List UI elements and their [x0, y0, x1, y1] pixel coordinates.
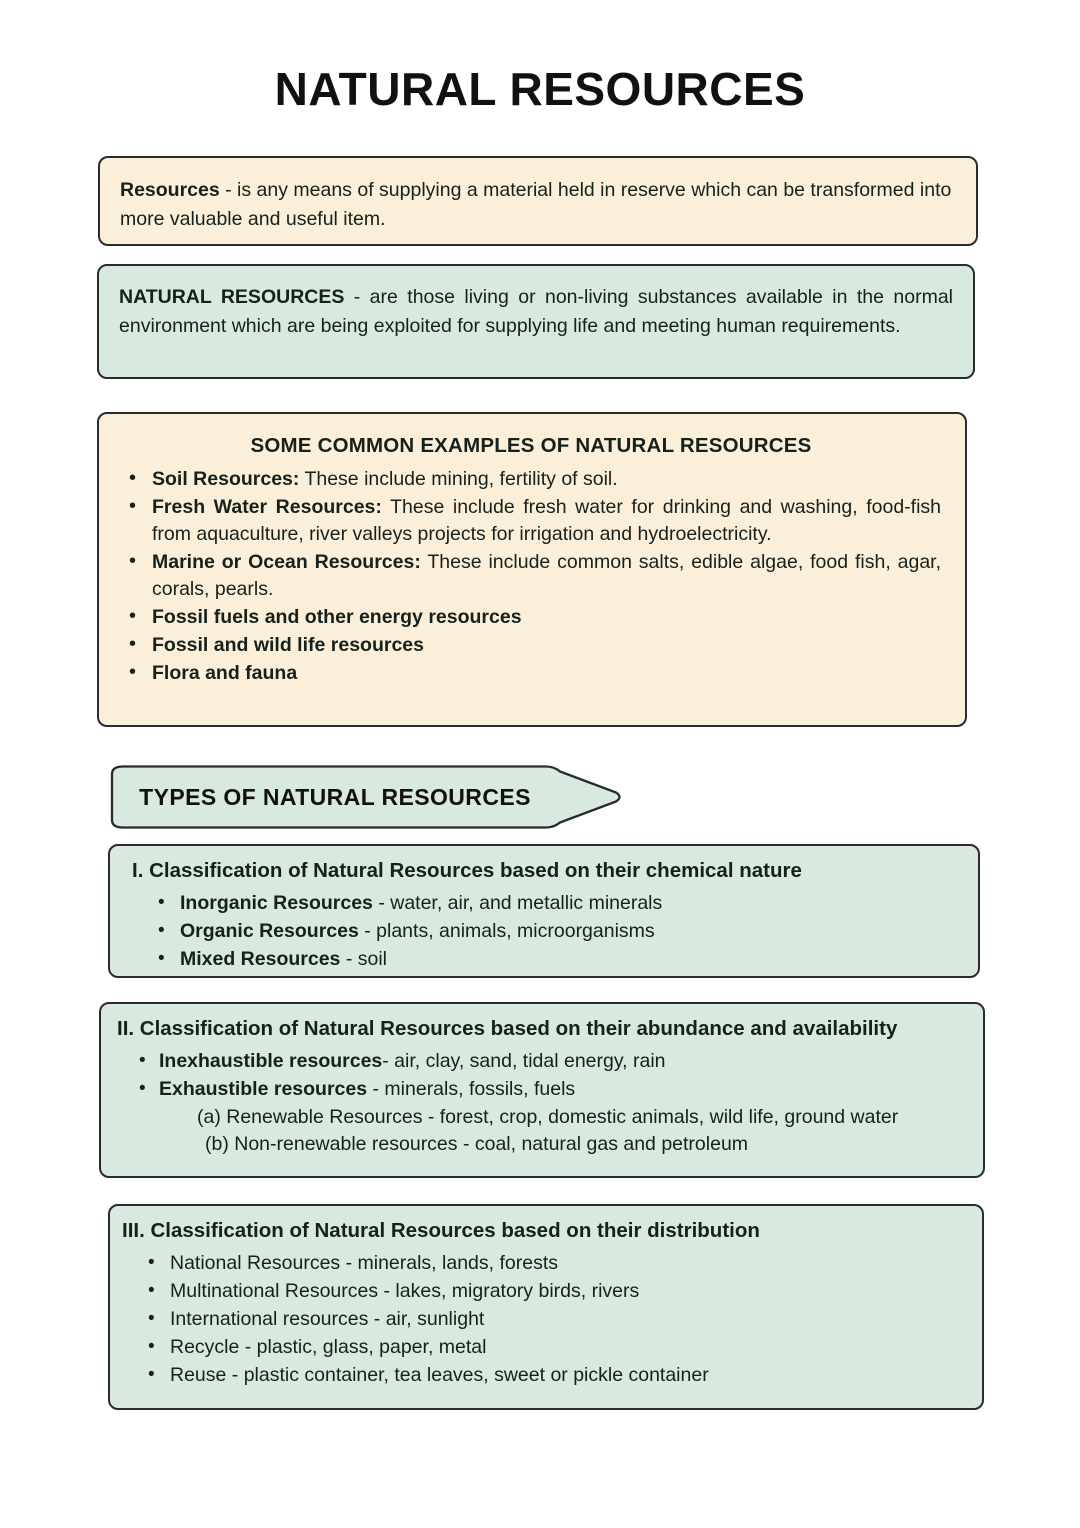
list-item: [121, 494, 941, 548]
classification-1-list: [132, 890, 960, 973]
example-label: Fossil fuels and other energy resources: [152, 606, 522, 628]
classification-item-label: Inorganic Resources: [180, 892, 373, 914]
classification-2-subitem-b: (b) Non-renewable resources - coal, natural gas and petroleum: [205, 1133, 749, 1155]
list-item: • National Resources - minerals, lands, forests: [122, 1250, 964, 1277]
list-item: • International resources - air, sunlight: [122, 1306, 964, 1333]
natural-resources-definition-text: [119, 283, 953, 341]
classification-item-text: - minerals, fossils, fuels: [367, 1078, 576, 1100]
classification-3-heading: III. Classification of Natural Resources based on their distribution: [122, 1219, 760, 1242]
example-text: These include mining, fertility of soil.: [299, 468, 618, 490]
banner-label: TYPES OF NATURAL RESOURCES: [139, 783, 531, 810]
classification-2-list: [117, 1048, 971, 1103]
list-item: [117, 1048, 971, 1075]
natural-resources-definition-box: [97, 264, 975, 379]
list-item: [121, 549, 941, 603]
example-label: Fossil and wild life resources: [152, 634, 425, 656]
example-label: Flora and fauna: [152, 662, 298, 684]
classification-item-label: Organic Resources: [180, 920, 359, 942]
resources-definition-box: [98, 156, 978, 246]
resources-definition-text: [120, 176, 954, 234]
example-label: Soil Resources:: [152, 468, 300, 490]
example-label: Marine or Ocean Resources:: [152, 551, 421, 573]
classification-3-list: [122, 1250, 964, 1389]
classification-item-text: - soil: [340, 948, 387, 970]
example-text: These include fresh water for drinking and washing, food-fish from aquaculture, river valleys projects for irrigation and hydroelectricity.: [152, 496, 942, 545]
classification-item-label: Mixed Resources: [180, 948, 341, 970]
classification-2-subitem-a: (a) Renewable Resources - forest, crop, domestic animals, wild life, ground water: [197, 1106, 899, 1128]
classification-2-box: [99, 1002, 985, 1178]
examples-box: [97, 412, 967, 727]
classification-item-label: Exhaustible resources: [159, 1078, 368, 1100]
classification-item-text: - plants, animals, microorganisms: [358, 920, 655, 942]
natural-resources-term: NATURAL RESOURCES: [119, 286, 345, 308]
list-item: [121, 466, 941, 493]
list-item: • Reuse - plastic container, tea leaves, sweet or pickle container: [122, 1362, 964, 1389]
list-item: [117, 1076, 971, 1103]
examples-heading: SOME COMMON EXAMPLES OF NATURAL RESOURCES: [250, 434, 812, 457]
classification-2-heading: II. Classification of Natural Resources based on their abundance and availability: [117, 1017, 898, 1040]
resources-definition: - is any means of supplying a material held in reserve which can be transformed into more valuable and useful item.: [120, 179, 952, 230]
list-item: [132, 890, 960, 917]
natural-resources-definition: - are those living or non-living substances available in the normal environment which are being exploited for supplying life and meeting human requirements.: [119, 286, 953, 337]
examples-list: [121, 466, 941, 687]
list-item: [121, 604, 941, 631]
classification-item-text: - water, air, and metallic minerals: [372, 892, 663, 914]
classification-3-box: [108, 1204, 984, 1410]
classification-item-label: Inexhaustible resources: [159, 1050, 383, 1072]
list-item: [132, 946, 960, 973]
list-item: • Multinational Resources - lakes, migratory birds, rivers: [122, 1278, 964, 1305]
example-label: Fresh Water Resources:: [152, 496, 382, 518]
classification-1-box: [108, 844, 980, 978]
types-of-natural-resources-banner: [98, 764, 628, 830]
page-title: NATURAL RESOURCES: [274, 63, 806, 115]
resources-term: Resources: [120, 179, 220, 201]
example-text: These include common salts, edible algae, food fish, agar, corals, pearls.: [152, 551, 941, 600]
list-item: [132, 918, 960, 945]
list-item: • Recycle - plastic, glass, paper, metal: [122, 1334, 964, 1361]
list-item: [121, 660, 941, 687]
classification-1-heading: I. Classification of Natural Resources based on their chemical nature: [132, 859, 802, 882]
list-item: [121, 632, 941, 659]
classification-item-text: - air, clay, sand, tidal energy, rain: [382, 1050, 666, 1072]
